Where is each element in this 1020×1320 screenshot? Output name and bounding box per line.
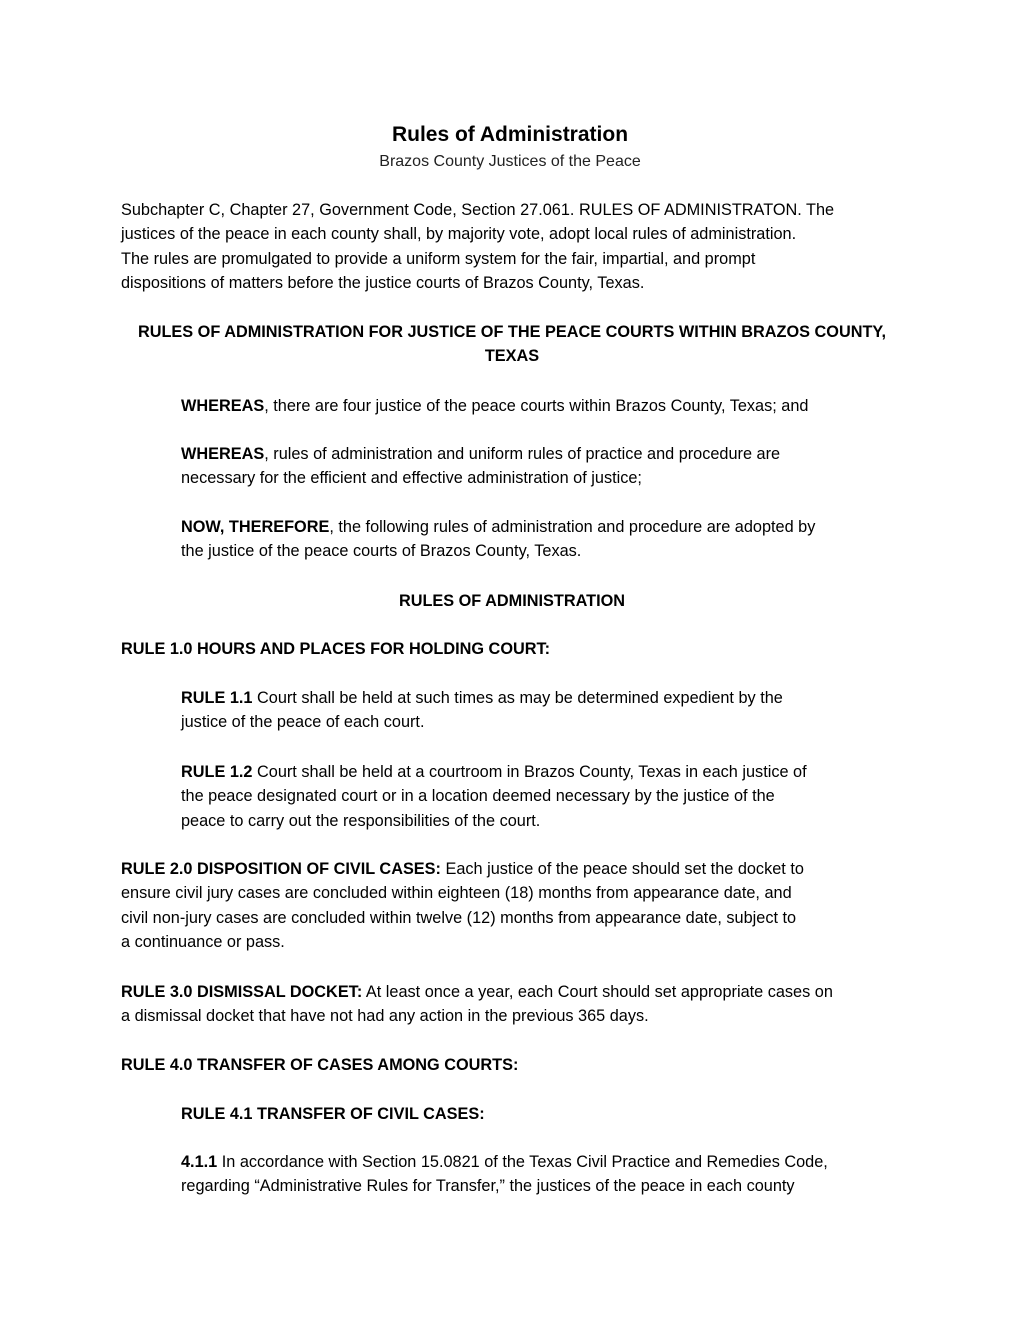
section-heading: RULES OF ADMINISTRATION — [398, 592, 626, 610]
rule-lead: RULE 1.1 — [181, 689, 253, 707]
intro-line: The rules are promulgated to provide a uniform system for the fair, impartial, and prompt — [121, 249, 756, 268]
rule-text: justice of the peace of each court. — [181, 713, 425, 732]
main-heading-line: RULES OF ADMINISTRATION FOR JUSTICE OF THE PEACE COURTS WITHIN BRAZOS COUNTY, — [137, 323, 887, 341]
document-title: Rules of Administration — [391, 123, 629, 146]
whereas-lead: WHEREAS — [181, 445, 265, 463]
whereas-text: necessary for the efficient and effective administration of justice; — [181, 469, 642, 488]
rule-1-2 — [181, 760, 903, 833]
rule-4-heading: RULE 4.0 TRANSFER OF CASES AMONG COURTS: — [121, 1056, 519, 1074]
rule-text: regarding “Administrative Rules for Transfer,” the justices of the peace in each county — [181, 1177, 795, 1196]
rule-1-heading: RULE 1.0 HOURS AND PLACES FOR HOLDING COURT: — [121, 640, 551, 658]
whereas-text: , rules of administration and uniform rules of practice and procedure are — [264, 445, 781, 463]
intro-line: dispositions of matters before the justice courts of Brazos County, Texas. — [121, 274, 645, 293]
rule-text: a dismissal docket that have not had any action in the previous 365 days. — [121, 1007, 649, 1026]
rule-text: Court shall be held at such times as may be determined expedient by the — [252, 689, 783, 707]
rule-lead: 4.1.1 — [181, 1153, 218, 1171]
rule-lead: RULE 1.2 — [181, 763, 253, 781]
rule-text: civil non-jury cases are concluded within twelve (12) months from appearance date, subject to — [121, 908, 797, 927]
rule-4-1-1 — [181, 1150, 903, 1199]
whereas-text: , there are four justice of the peace courts within Brazos County, Texas; and — [264, 397, 809, 415]
intro-line: Subchapter C, Chapter 27, Government Code, Section 27.061. RULES OF ADMINISTRATON. The — [121, 201, 835, 219]
rule-text: ensure civil jury cases are concluded within eighteen (18) months from appearance date, and — [121, 884, 792, 903]
rule-4-1-heading: RULE 4.1 TRANSFER OF CIVIL CASES: — [181, 1105, 485, 1123]
rule-text: In accordance with Section 15.0821 of the Texas Civil Practice and Remedies Code, — [217, 1153, 828, 1171]
rule-text: Court shall be held at a courtroom in Brazos County, Texas in each justice of — [252, 763, 807, 781]
whereas-lead: WHEREAS — [181, 397, 265, 415]
intro-paragraph — [121, 198, 903, 296]
rule-text: At least once a year, each Court should set appropriate cases on — [362, 983, 833, 1001]
therefore-paragraph — [181, 515, 903, 564]
main-heading — [121, 320, 903, 369]
whereas-paragraph-2 — [181, 442, 903, 491]
document-subtitle: Brazos County Justices of the Peace — [379, 153, 641, 170]
rule-lead: RULE 3.0 DISMISSAL DOCKET: — [121, 983, 363, 1001]
rule-3 — [121, 980, 903, 1029]
therefore-text: the justice of the peace courts of Brazos County, Texas. — [181, 542, 582, 561]
therefore-text: , the following rules of administration and procedure are adopted by — [329, 518, 816, 536]
whereas-paragraph-1 — [181, 394, 903, 418]
rule-text: a continuance or pass. — [121, 933, 285, 952]
rule-text: Each justice of the peace should set the docket to — [440, 860, 804, 878]
rule-lead: RULE 2.0 DISPOSITION OF CIVIL CASES: — [121, 860, 441, 878]
rule-2 — [121, 857, 903, 955]
rule-text: the peace designated court or in a location deemed necessary by the justice of the — [181, 787, 775, 806]
main-heading-line: TEXAS — [484, 347, 540, 366]
intro-line: justices of the peace in each county shall, by majority vote, adopt local rules of administration. — [121, 225, 797, 244]
rule-1-1 — [181, 686, 903, 735]
therefore-lead: NOW, THEREFORE — [181, 518, 330, 536]
rule-text: peace to carry out the responsibilities of the court. — [181, 811, 541, 830]
